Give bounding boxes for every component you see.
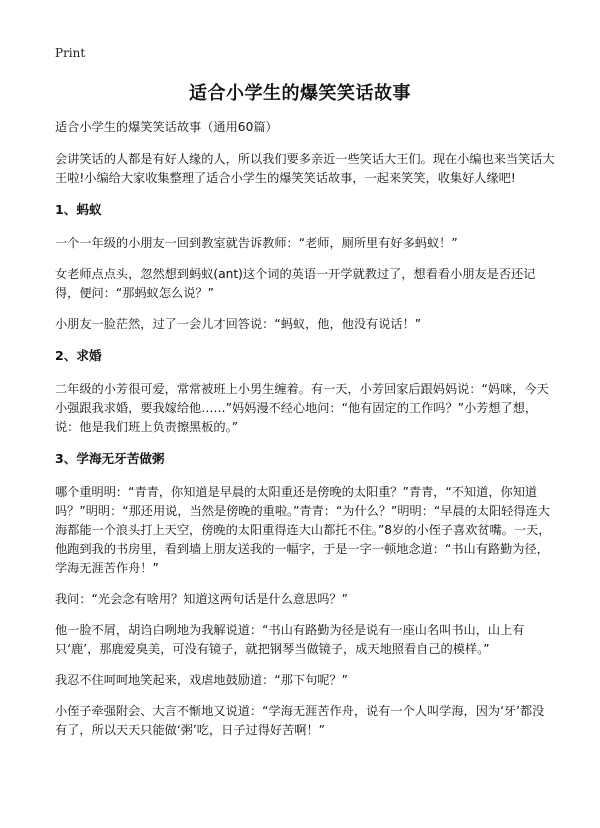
paragraph: 我问：“光会念有啥用？知道这两句话是什么意思吗？”	[55, 592, 348, 606]
print-link[interactable]: Print	[55, 46, 86, 60]
paragraph: 二年级的小芳很可爱，常常被班上小男生缠着。有一天，小芳回家后跟妈妈说：“妈咪，今天小强跟我求婚，要我嫁给他……”妈妈漫不经心地问：“他有固定的工作吗？”小芳想了想，说：他是我们班上负责擦黑板的。”	[55, 382, 549, 434]
paragraph: 小侄子牵强附会、大言不惭地又说道：“学海无涯苦作舟，说有一个人叫学海，因为‘牙’都没有了，所以天天只能做‘粥’吃，日子过得好苦啊！”	[55, 704, 545, 737]
paragraph: 一个一年级的小朋友一回到教室就告诉教师：“老师，厕所里有好多蚂蚁！”	[55, 236, 458, 250]
section-heading-ant: 1、蚂蚁	[55, 202, 102, 217]
page-title: 适合小学生的爆笑笑话故事	[189, 83, 411, 104]
paragraph: 他一脸不屑，胡诌白咧地为我解说道：“书山有路勤为径是说有一座山名叫书山，山上有只‘鹿’，那鹿爱臭美，可没有镜子，就把钢琴当做镜子，成天地照看自己的模样。”	[55, 623, 525, 656]
paragraph: 哪个重明明：“青青，你知道是早晨的太阳重还是傍晚的太阳重？”青青，“不知道，你知道吗？”明明：“那还用说，当然是傍晚的重啦。”青青：“为什么？”明明：“早晨的太阳轻得连大海都能一个浪头打上天空，傍晚的太阳重得连大山都托不住。”8岁的小侄子喜欢贫嘴。一天，他跑到我的书房里，看到墙上朋友送我的一幅字，于是一字一顿地念道：“书山有路勤为径，学海无涯苦作舟！”	[55, 485, 551, 575]
section-heading-study: 3、学海无牙苦做粥	[55, 451, 165, 466]
document-subtitle: 适合小学生的爆笑笑话故事（通用60篇）	[55, 120, 278, 134]
paragraph: 我忍不住呵呵地笑起来，戏虐地鼓励道：“那下句呢？”	[55, 673, 348, 687]
intro-paragraph: 会讲笑话的人都是有好人缘的人，所以我们要多亲近一些笑话大王们。现在小编也来当笑话大王啦!小编给大家收集整理了适合小学生的爆笑笑话故事，一起来笑笑，收集好人缘吧!	[55, 152, 555, 185]
section-heading-proposal: 2、求婚	[55, 348, 102, 363]
paragraph: 女老师点点头，忽然想到蚂蚁(ant)这个词的英语一开学就教过了，想看看小朋友是否还记得，便问：“那蚂蚁怎么说？”	[55, 267, 536, 300]
document-body	[55, 118, 555, 752]
paragraph: 小朋友一脸茫然，过了一会儿才回答说：“蚂蚁，他，他没有说话！”	[55, 317, 422, 331]
